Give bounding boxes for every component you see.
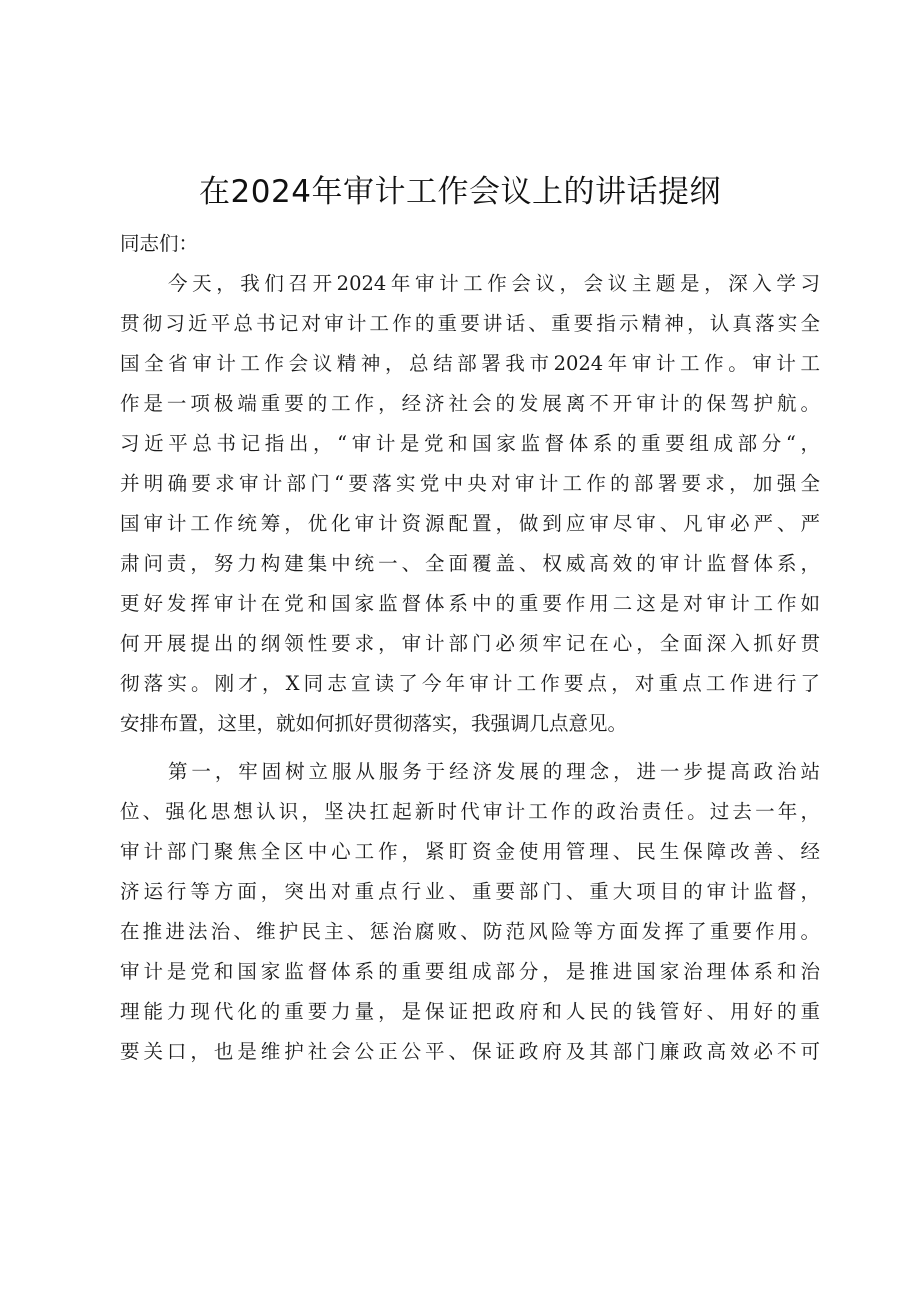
paragraph-line: 国审计工作统筹，优化审计资源配置，做到应审尽审、凡审必严、严 [120, 512, 820, 535]
paragraph-line: 安排布置，这里，就如何抓好贯彻落实，我强调几点意见。 [120, 712, 628, 735]
paragraph-line: 贯彻习近平总书记对审计工作的重要讲话、重要指示精神，认真落实全 [120, 312, 820, 335]
paragraph-line: 理能力现代化的重要力量，是保证把政府和人民的钱管好、用好的重 [120, 1000, 820, 1023]
paragraph-1 [120, 264, 820, 744]
paragraph-line: 彻落实。刚才，X同志宣读了今年审计工作要点，对重点工作进行了 [120, 672, 820, 695]
paragraph-line: 何开展提出的纲领性要求，审计部门必须牢记在心，全面深入抓好贯 [120, 632, 820, 655]
document-body [120, 224, 820, 1072]
paragraph-line: 肃问责，努力构建集中统一、全面覆盖、权威高效的审计监督体系， [120, 552, 820, 575]
paragraph-line: 作是一项极端重要的工作，经济社会的发展离不开审计的保驾护航。 [120, 392, 820, 415]
paragraph-line: 今天，我们召开2024年审计工作会议，会议主题是，深入学习 [168, 272, 820, 295]
paragraph-line: 位、强化思想认识，坚决扛起新时代审计工作的政治责任。过去一年， [120, 800, 820, 823]
paragraph-gap [120, 744, 820, 752]
paragraph-line: 济运行等方面，突出对重点行业、重要部门、重大项目的审计监督， [120, 880, 820, 903]
document-title: 在2024年审计工作会议上的讲话提纲 [199, 174, 721, 210]
paragraph-line: 审计部门聚焦全区中心工作，紧盯资金使用管理、民生保障改善、经 [120, 840, 820, 863]
paragraph-line: 国全省审计工作会议精神，总结部署我市2024年审计工作。审计工 [120, 352, 820, 375]
salutation: 同志们： [120, 232, 199, 255]
paragraph-line: 要关口，也是维护社会公正公平、保证政府及其部门廉政高效必不可 [120, 1040, 820, 1063]
paragraph-line: 第一，牢固树立服从服务于经济发展的理念，进一步提高政治站 [168, 760, 820, 783]
paragraph-line: 习近平总书记指出，“审计是党和国家监督体系的重要组成部分“， [120, 432, 820, 455]
paragraph-line: 并明确要求审计部门“要落实党中央对审计工作的部署要求，加强全 [120, 472, 820, 495]
paragraph-line: 审计是党和国家监督体系的重要组成部分，是推进国家治理体系和治 [120, 960, 820, 983]
paragraph-line: 更好发挥审计在党和国家监督体系中的重要作用二这是对审计工作如 [120, 592, 820, 615]
paragraph-line: 在推进法治、维护民主、惩治腐败、防范风险等方面发挥了重要作用。 [120, 920, 820, 943]
paragraph-2 [120, 752, 820, 1072]
